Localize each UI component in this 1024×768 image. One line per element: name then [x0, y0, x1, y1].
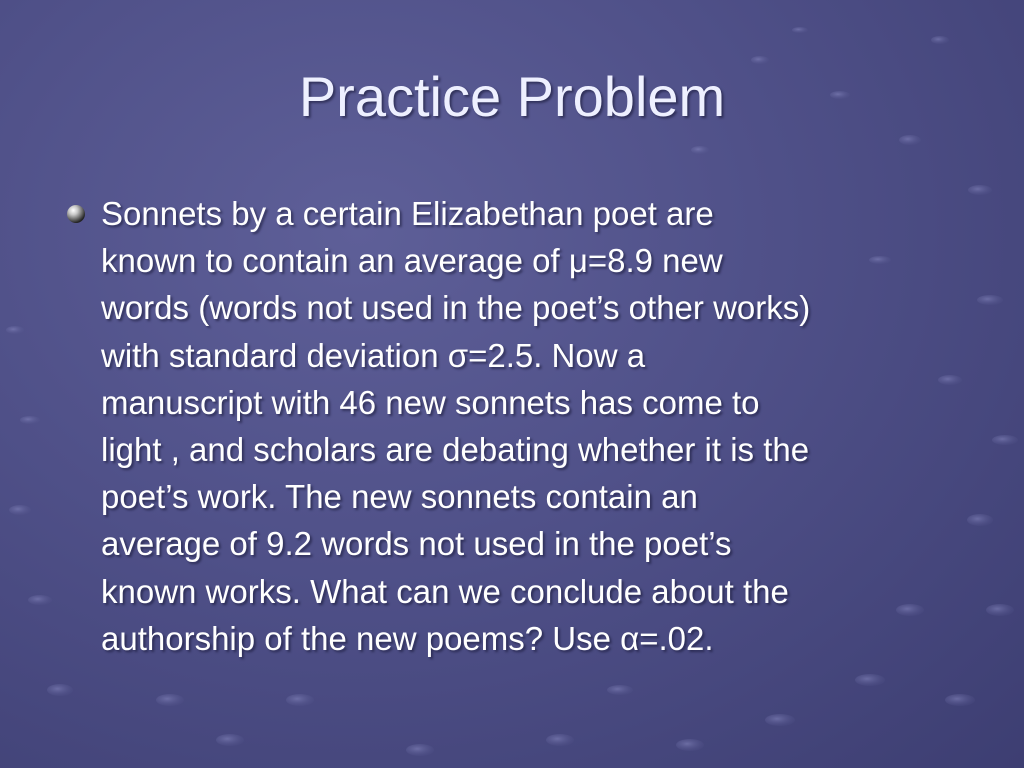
sphere-bullet-icon: [66, 204, 86, 224]
bullet-line: poet’s work. The new sonnets contain an: [101, 478, 698, 516]
bullet-line: average of 9.2 words not used in the poet’s: [101, 525, 732, 563]
bullet-line: words (words not used in the poet’s other works): [101, 289, 811, 327]
bullet-line: with standard deviation σ=2.5. Now a: [101, 336, 646, 374]
bullet-line: light , and scholars are debating whether it is the: [101, 431, 810, 469]
bullet-line: Sonnets by a certain Elizabethan poet are: [101, 195, 714, 232]
bullet-line: known to contain an average of μ=8.9 new: [101, 242, 723, 280]
bullet-text: [101, 190, 971, 662]
bullet-line: manuscript with 46 new sonnets has come to: [101, 383, 760, 421]
bullet-line: known works. What can we conclude about the: [101, 572, 789, 610]
slide-title: Practice Problem: [298, 65, 726, 128]
bullet-line: authorship of the new poems? Use α=.02.: [101, 619, 714, 657]
